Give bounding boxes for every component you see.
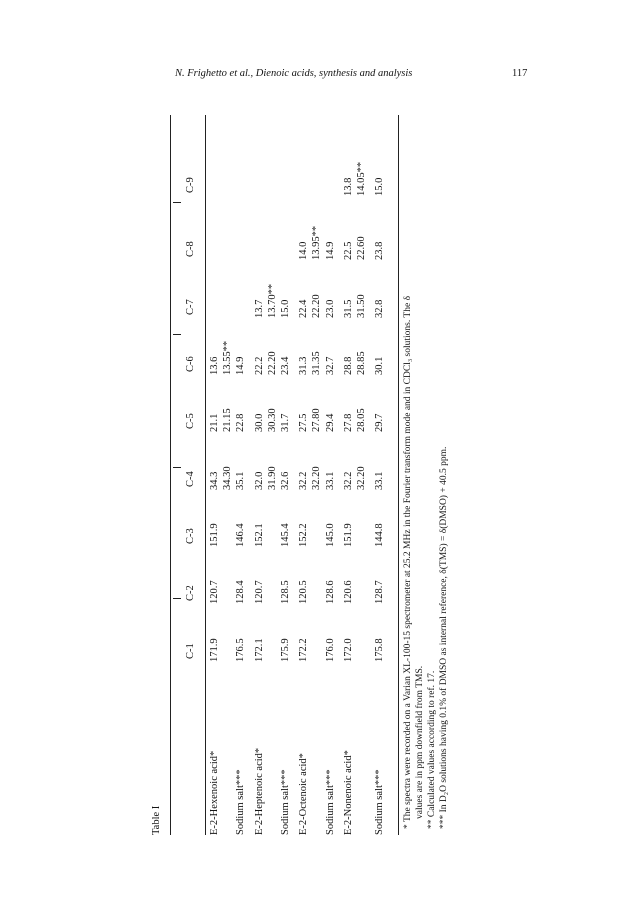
table-cell xyxy=(357,523,370,547)
table-cell: 22.2 xyxy=(253,356,265,375)
value-column xyxy=(210,638,388,662)
table-cell: 33.1 xyxy=(374,471,386,490)
table-cell: 14.9 xyxy=(324,241,336,260)
value-column xyxy=(210,162,388,196)
table-cell xyxy=(312,748,325,835)
table-cell xyxy=(210,284,223,318)
table-cell: 31.90 xyxy=(266,466,278,490)
value-column xyxy=(210,580,388,604)
table-cell: 120.7 xyxy=(209,580,220,604)
table-cell: Sodium salt*** xyxy=(374,769,386,835)
table-cell: 120.5 xyxy=(298,580,310,604)
table-cell: Sodium salt*** xyxy=(324,769,336,835)
table-cell: 152.1 xyxy=(253,523,265,547)
table-cell xyxy=(223,284,236,318)
table-body xyxy=(209,95,386,835)
table-cell: 22.5 xyxy=(342,241,354,260)
table-cell: E-2-Nonenoic acid* xyxy=(342,750,354,835)
table-cell: 27.5 xyxy=(298,413,310,432)
page-number: 117 xyxy=(512,68,528,79)
footnote-2: ** Calculated values according to ref. 17. xyxy=(427,670,437,829)
table-cell: Sodium salt*** xyxy=(279,769,291,835)
table-cell xyxy=(236,226,249,260)
table-cell: 32.2 xyxy=(298,471,310,490)
table-cell: Sodium salt*** xyxy=(235,769,247,835)
table-cell: 175.9 xyxy=(279,638,291,662)
table-cell xyxy=(357,748,370,835)
table-cell xyxy=(281,226,294,260)
table-cell: 22.4 xyxy=(298,299,310,318)
table-cell xyxy=(312,162,325,196)
table-cell: 31.5 xyxy=(342,299,354,318)
table-cell xyxy=(210,162,223,196)
table-bottom-rule xyxy=(398,115,399,835)
table-cell: 31.35 xyxy=(311,351,323,375)
table-cell: 32.0 xyxy=(253,471,265,490)
table-cell xyxy=(236,162,249,196)
table-cell xyxy=(281,162,294,196)
table-cell: 33.1 xyxy=(324,471,336,490)
table-cell: 34.30 xyxy=(222,466,234,490)
table-cell: 145.0 xyxy=(324,523,336,547)
table-cell: 28.05 xyxy=(355,408,367,432)
table-cell: 15.0 xyxy=(374,177,386,196)
table-tick xyxy=(173,467,181,468)
table-cell: 29.4 xyxy=(324,413,336,432)
table-cell: 13.6 xyxy=(209,356,220,375)
table-cell xyxy=(223,226,236,260)
column-header: C-4 xyxy=(185,471,196,487)
table-cell xyxy=(299,162,312,196)
table-cell: 172.1 xyxy=(253,638,265,662)
table-cell: 145.4 xyxy=(279,523,291,547)
table-tick xyxy=(173,334,181,335)
table-cell: 32.8 xyxy=(374,299,386,318)
table-cell: 28.85 xyxy=(355,351,367,375)
value-column xyxy=(210,341,388,375)
header-rule xyxy=(205,115,206,835)
table-cell xyxy=(326,162,339,196)
table-cell: 30.0 xyxy=(253,413,265,432)
table-cell: 152.2 xyxy=(298,523,310,547)
table-cell: 23.8 xyxy=(374,241,386,260)
table-cell: 120.6 xyxy=(342,580,354,604)
value-column xyxy=(210,408,388,432)
table-cell: 144.8 xyxy=(374,523,386,547)
table-cell xyxy=(223,162,236,196)
table-cell: 22.20 xyxy=(311,294,323,318)
table-cell: 21.1 xyxy=(209,413,220,432)
table-cell: 13.7 xyxy=(253,299,265,318)
column-header: C-5 xyxy=(185,413,196,429)
table-cell: 31.7 xyxy=(279,413,291,432)
table-cell: 172.2 xyxy=(298,638,310,662)
table-cell: 146.4 xyxy=(235,523,247,547)
table-cell xyxy=(210,226,223,260)
table-cell xyxy=(268,162,281,196)
table-cell: 13.70** xyxy=(266,283,278,318)
table-cell: 32.20 xyxy=(355,466,367,490)
value-column xyxy=(210,466,388,490)
table-cell: 29.7 xyxy=(374,413,386,432)
table-cell: 151.9 xyxy=(342,523,354,547)
table-tick xyxy=(173,598,181,599)
table-cell: 23.0 xyxy=(324,299,336,318)
table-cell xyxy=(268,638,281,662)
table-cell xyxy=(357,580,370,604)
table-cell: 14.0 xyxy=(298,241,310,260)
table-cell: 171.9 xyxy=(209,638,220,662)
column-header: C-2 xyxy=(185,585,196,601)
table-cell: 27.8 xyxy=(342,413,354,432)
table-cell: 21.15 xyxy=(222,408,234,432)
table-cell xyxy=(312,523,325,547)
table-cell: 13.55** xyxy=(222,340,234,375)
value-column xyxy=(210,284,388,318)
table-cell: 22.8 xyxy=(235,413,247,432)
table-cell xyxy=(255,162,268,196)
table-cell: E-2-Hexenoic acid* xyxy=(209,750,220,835)
footnote-1: * The spectra were recorded on a Varian XL-100-15 spectrometer at 25.2 MHz in the Fourier transform mode and in CDCl₃ solutions. The δ xyxy=(403,295,413,829)
table-cell: 32.2 xyxy=(342,471,354,490)
row-label-column xyxy=(210,748,388,835)
table-cell: 30.1 xyxy=(374,356,386,375)
table-cell: 120.7 xyxy=(253,580,265,604)
footnote-1-cont: values are in ppm downfield from TMS. xyxy=(415,665,425,819)
table-cell: 34.3 xyxy=(209,471,220,490)
table-cell: 32.7 xyxy=(324,356,336,375)
table-cell: 128.7 xyxy=(374,580,386,604)
table-cell: 14.9 xyxy=(235,356,247,375)
table-cell xyxy=(268,226,281,260)
table-cell: 172.0 xyxy=(342,638,354,662)
value-column xyxy=(210,226,388,260)
table-cell xyxy=(357,638,370,662)
table-cell: 151.9 xyxy=(209,523,220,547)
table-cell: E-2-Heptenoic acid* xyxy=(253,747,265,835)
running-head: N. Frighetto et al., Dienoic acids, synthesis and analysis xyxy=(175,68,413,79)
table-cell: 175.8 xyxy=(374,638,386,662)
table-cell: 28.8 xyxy=(342,356,354,375)
table-cell: 22.60 xyxy=(355,236,367,260)
table-cell xyxy=(268,580,281,604)
table-cell: 22.20 xyxy=(266,351,278,375)
table-cell: 176.5 xyxy=(235,638,247,662)
table-cell xyxy=(312,638,325,662)
column-header: C-7 xyxy=(185,299,196,315)
table-cell: 14.05** xyxy=(355,161,367,196)
table-cell: 32.6 xyxy=(279,471,291,490)
table-cell: 31.3 xyxy=(298,356,310,375)
table-cell: 128.6 xyxy=(324,580,336,604)
table-cell: 27.80 xyxy=(311,408,323,432)
table-cell: 15.0 xyxy=(279,299,291,318)
table-cell: 30.30 xyxy=(266,408,278,432)
value-column xyxy=(210,523,388,547)
table-cell: 23.4 xyxy=(279,356,291,375)
column-header: C-1 xyxy=(185,643,196,659)
table-cell: 13.8 xyxy=(342,177,354,196)
table-cell: E-2-Octenoic acid* xyxy=(298,753,310,835)
table-cell: 35.1 xyxy=(235,471,247,490)
column-header: C-8 xyxy=(185,241,196,257)
table-cell: 128.5 xyxy=(279,580,291,604)
table-cell xyxy=(268,748,281,835)
table-top-rule xyxy=(170,115,171,835)
footnote-3: *** In D₂O solutions having 0.1% of DMSO as internal reference, δ(TMS) = δ(DMSO) + 40.5 ppm. xyxy=(439,446,449,829)
table-cell: 176.0 xyxy=(324,638,336,662)
table-cell: 31.50 xyxy=(355,294,367,318)
table-cell xyxy=(268,523,281,547)
table-cell xyxy=(312,580,325,604)
rotated-table xyxy=(151,95,450,835)
table-cell xyxy=(255,226,268,260)
table-cell xyxy=(236,284,249,318)
table-cell: 32.20 xyxy=(311,466,323,490)
table-tick xyxy=(173,202,181,203)
table-cell: 128.4 xyxy=(235,580,247,604)
column-header: C-3 xyxy=(185,528,196,544)
column-header: C-9 xyxy=(185,177,196,193)
table-title: Table I xyxy=(151,805,162,835)
column-header: C-6 xyxy=(185,356,196,372)
table-cell: 13.95** xyxy=(311,225,323,260)
